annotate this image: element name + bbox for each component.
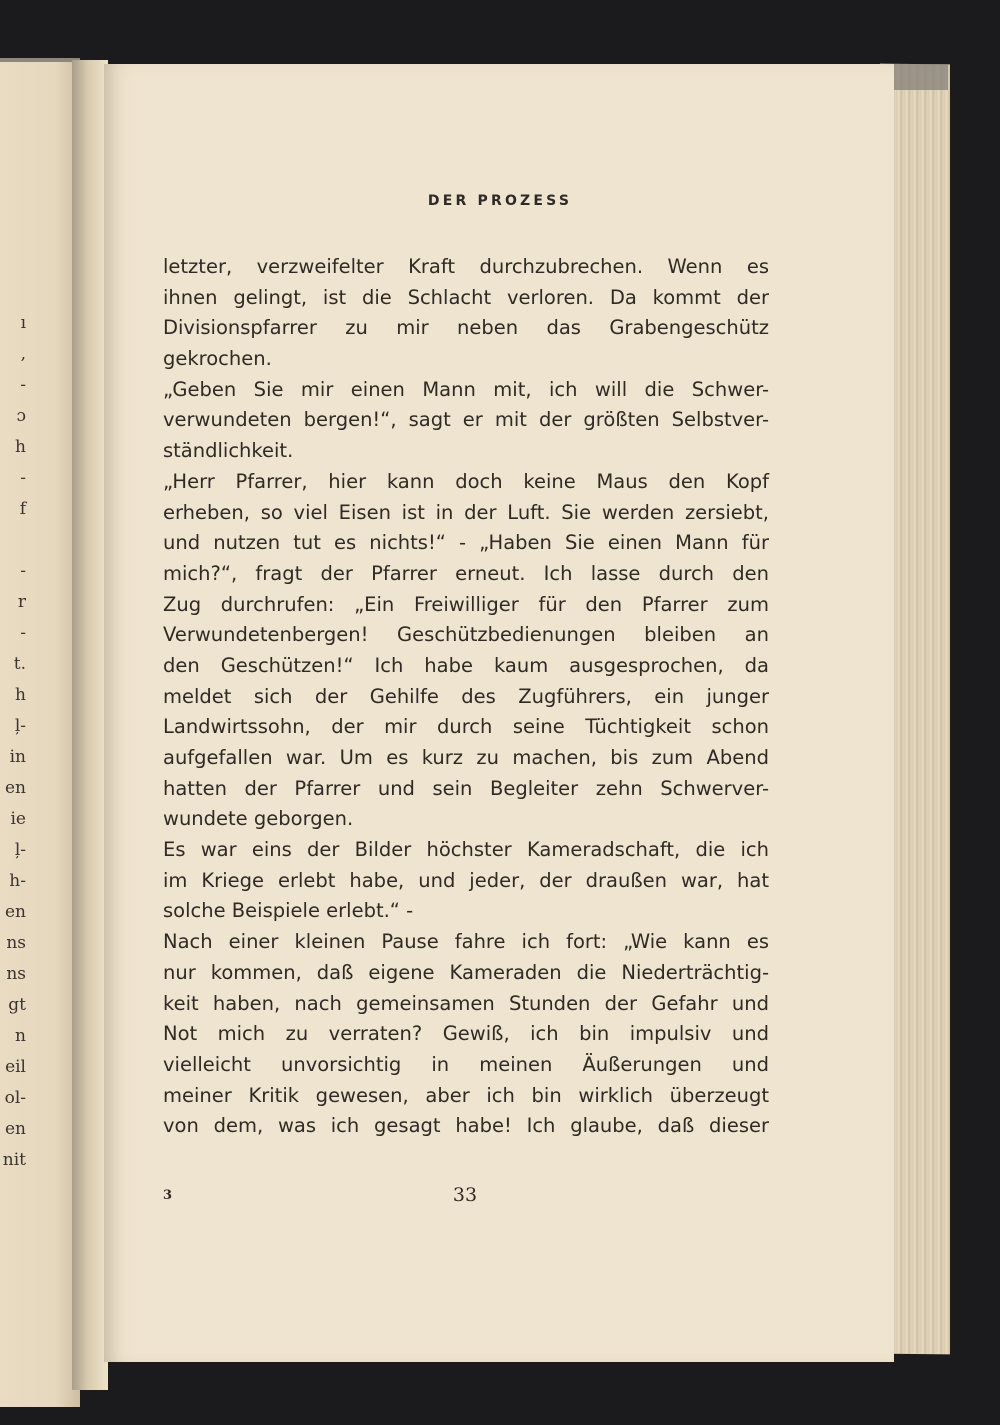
text-line: aufgefallen war. Um es kurz zu machen, bis zum Abend [163,746,769,769]
text-line: Es war eins der Bilder höchster Kameradschaft, die ich [163,838,769,862]
left-page-fragment: t. [13,654,26,674]
left-page-fragment: ns [6,933,26,953]
left-page-text-fragments [0,308,26,1176]
page-number: 33 [452,1184,478,1206]
left-page-fragment: ļ- [14,840,26,860]
left-page-fragment: - [20,561,26,581]
text-line: nur kommen, daß eigene Kameraden die Niederträchtig- [163,960,769,984]
text-line: hatten der Pfarrer und sein Begleiter zehn Schwerver- [163,776,769,800]
text-line: wundete geborgen. [163,807,354,831]
left-page-fragment: ol- [4,1088,26,1108]
text-line: und nutzen tut es nichts!“ - „Haben Sie einen Mann für [163,531,769,555]
left-page-fragment: in [9,747,26,767]
left-page-fragment: , [20,344,26,364]
text-line: meldet sich der Gehilfe des Zugführers, ein junger [163,684,769,708]
text-line: keit haben, nach gemeinsamen Stunden der Gefahr und [163,991,769,1015]
text-line: vielleicht unvorsichtig in meinen Äußerungen und [163,1052,769,1076]
text-line: „Herr Pfarrer, hier kann doch keine Maus den Kopf [163,469,769,493]
text-line: den Geschützen!“ Ich habe kaum ausgesprochen, da [163,653,769,677]
text-line: erheben, so viel Eisen ist in der Luft. Sie werden zersiebt, [163,500,769,524]
text-line: Verwundetenbergen! Geschützbedienungen bleiben an [163,623,769,647]
text-line: verwundeten bergen!“, sagt er mit der größten Selbstver- [163,408,769,432]
left-page-fragment: ns [6,964,26,984]
left-page-fragment: r [17,592,26,612]
left-page-fragment: gt [8,995,26,1015]
text-line: Nach einer kleinen Pause fahre ich fort: „Wie kann es [163,930,769,954]
left-page-fragment: h [15,685,26,705]
text-line: Not mich zu verraten? Gewiß, ich bin impulsiv und [163,1022,769,1046]
left-page-fragment: ie [10,809,26,829]
text-line: meiner Kritik gewesen, aber ich bin wirklich überzeugt [163,1083,769,1107]
text-line: letzter, verzweifelter Kraft durchzubrechen. Wenn es [163,255,769,278]
text-line: gekrochen. [163,347,272,371]
body-text [163,252,769,1142]
text-line: ihnen gelingt, ist die Schlacht verloren. Da kommt der [163,285,769,309]
left-page-fragment: en [4,902,26,922]
left-page-fragment [0,525,26,556]
text-line: von dem, was ich gesagt habe! Ich glaube, daß dieser [163,1114,769,1138]
text-line: „Geben Sie mir einen Mann mit, ich will die Schwer- [163,377,769,401]
left-page-fragment: nit [2,1150,26,1170]
left-page-fragment: - [20,468,26,488]
left-page-fragment: eil [5,1057,26,1077]
left-page-fragment: ɔ [16,406,26,426]
text-line: Landwirtssohn, der mir durch seine Tüchtigkeit schon [163,715,769,739]
left-page-fragment: ı [20,313,26,333]
left-page-fragment: - [20,623,26,643]
signature-mark: 3 [163,1188,173,1203]
text-line: ständlichkeit. [163,439,294,463]
left-page-fragment: h- [9,871,26,891]
left-page-fragment: - [20,375,26,395]
text-line: Divisionspfarrer zu mir neben das Grabengeschütz [163,316,769,340]
left-page-fragment: en [4,778,26,798]
left-page-fragment: h [15,437,26,457]
left-page-fragment: n [15,1026,26,1046]
left-page-fragment: en [4,1119,26,1139]
running-head: DER PROZESS [427,193,573,209]
text-line: solche Beispiele erlebt.“ - [163,899,414,923]
text-line: mich?“, fragt der Pfarrer erneut. Ich lasse durch den [163,561,769,585]
left-page-fragment: f [19,499,26,519]
text-line: Zug durchrufen: „Ein Freiwilliger für den Pfarrer zum [163,592,769,616]
text-line: im Kriege erlebt habe, und jeder, der draußen war, hat [163,868,769,892]
left-page-fragment: ļ- [14,716,26,736]
